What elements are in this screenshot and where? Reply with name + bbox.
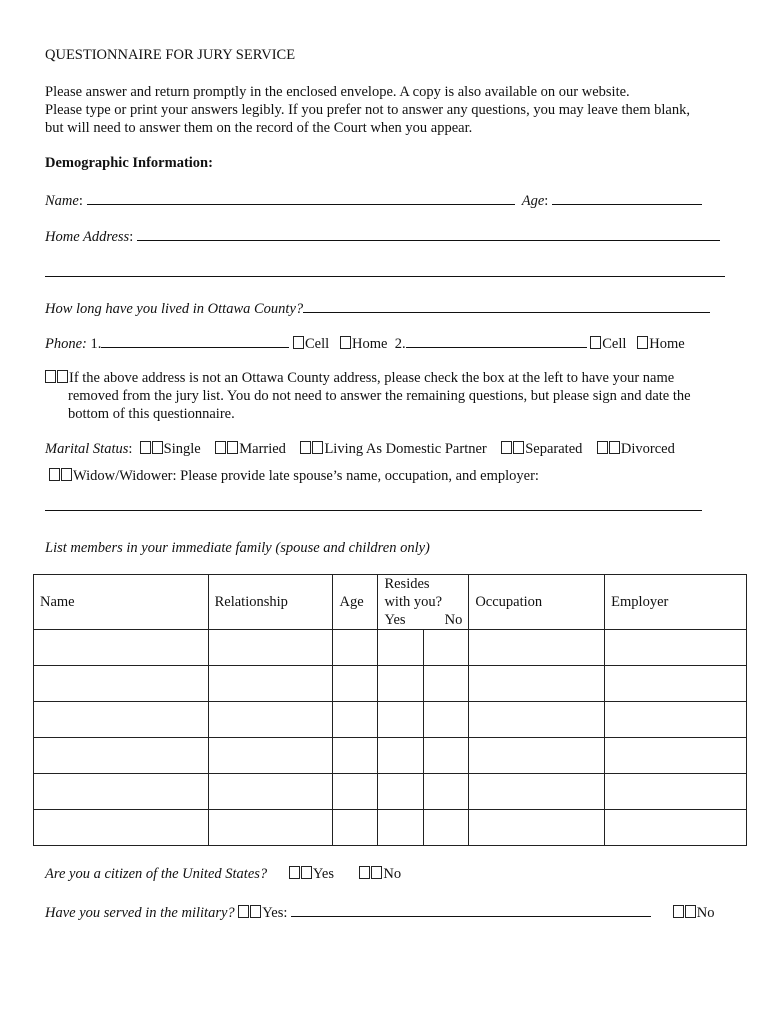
intro-line-2: Please type or print your answers legibly. If you prefer not to answer any questions, you may leave them blank, — [45, 102, 690, 118]
cell-employer[interactable] — [605, 810, 747, 846]
cell-name[interactable] — [34, 630, 209, 666]
col-name: Name — [34, 575, 209, 630]
cell-age[interactable] — [333, 738, 378, 774]
family-heading: List members in your immediate family (spouse and children only) — [45, 540, 430, 556]
divorced-checkbox[interactable] — [597, 441, 608, 454]
name-field[interactable] — [87, 190, 515, 205]
citizen-yes-checkbox-2 — [301, 866, 312, 879]
table-row — [34, 702, 747, 738]
cell-yes[interactable] — [378, 630, 424, 666]
phone2-home-checkbox[interactable] — [637, 336, 648, 349]
cell-age[interactable] — [333, 702, 378, 738]
phone1-field[interactable] — [101, 333, 289, 348]
citizen-no-checkbox[interactable] — [359, 866, 370, 879]
cell-relationship[interactable] — [208, 810, 333, 846]
cell-yes[interactable] — [378, 810, 424, 846]
age-label: Age — [521, 193, 545, 209]
phone2-home-label: Home — [649, 336, 685, 352]
divorced-checkbox-2 — [609, 441, 620, 454]
cell-occupation[interactable] — [469, 810, 605, 846]
phone-label: Phone: — [45, 336, 87, 352]
how-long-field[interactable] — [303, 298, 710, 313]
family-table — [33, 574, 747, 846]
table-row — [34, 810, 747, 846]
married-label: Married — [239, 441, 286, 457]
home-address-row: Home Address: — [45, 226, 720, 246]
cell-employer[interactable] — [605, 666, 747, 702]
phone2-cell-label: Cell — [602, 336, 627, 352]
how-long-label: How long have you lived in Ottawa County? — [45, 301, 304, 317]
col-relationship: Relationship — [208, 575, 333, 630]
cell-name[interactable] — [34, 810, 209, 846]
separated-label: Separated — [525, 441, 583, 457]
separated-checkbox-2 — [513, 441, 524, 454]
military-no-checkbox-2 — [685, 905, 696, 918]
cell-occupation[interactable] — [469, 630, 605, 666]
marital-status-row: Marital Status: Single Married Living As Domestic Partner Separated Divorced — [45, 441, 675, 457]
table-row — [34, 774, 747, 810]
col-resides-line-2: with you? — [384, 594, 443, 610]
military-no-checkbox[interactable] — [673, 905, 684, 918]
name-label: Name — [45, 193, 79, 209]
cell-relationship[interactable] — [208, 702, 333, 738]
phone-row — [45, 333, 685, 353]
cell-relationship[interactable] — [208, 666, 333, 702]
military-row — [45, 902, 715, 922]
form-title: QUESTIONNAIRE FOR JURY SERVICE — [45, 47, 296, 63]
cell-name[interactable] — [34, 666, 209, 702]
phone1-home-checkbox[interactable] — [340, 336, 351, 349]
widow-checkbox[interactable] — [49, 468, 60, 481]
col-employer: Employer — [605, 575, 747, 630]
address-note-line-1 — [45, 370, 674, 387]
divorced-label: Divorced — [620, 441, 675, 457]
cell-occupation[interactable] — [469, 702, 605, 738]
col-age: Age — [333, 575, 378, 630]
widow-row — [49, 468, 539, 485]
col-occupation: Occupation — [469, 575, 605, 630]
single-label: Single — [163, 441, 201, 457]
home-address-label: Home Address — [45, 229, 130, 245]
intro-line-3: but will need to answer them on the record of the Court when you appear. — [45, 120, 473, 136]
cell-name[interactable] — [34, 738, 209, 774]
cell-yes[interactable] — [378, 738, 424, 774]
col-resides-line-1: Resides — [384, 576, 430, 592]
phone1-cell-checkbox[interactable] — [293, 336, 304, 349]
cell-employer[interactable] — [605, 774, 747, 810]
marital-status-label: Marital Status — [45, 441, 129, 457]
domestic-partner-checkbox-2 — [312, 441, 323, 454]
address-note-line-3: bottom of this questionnaire. — [68, 406, 235, 422]
col-resides — [378, 575, 469, 630]
cell-employer[interactable] — [605, 702, 747, 738]
col-resides-yes: Yes — [384, 612, 406, 628]
military-details-field[interactable] — [291, 902, 651, 917]
domestic-partner-checkbox[interactable] — [300, 441, 311, 454]
cell-occupation[interactable] — [469, 738, 605, 774]
address-note-line-2: removed from the jury list. You do not need to answer the remaining questions, but please sign and date the — [68, 388, 691, 404]
address-note-text-1: If the above address is not an Ottawa County address, please check the box at the left to have your name — [69, 370, 675, 386]
section-heading: Demographic Information: — [45, 155, 213, 171]
citizen-no-label: No — [383, 866, 402, 882]
phone2-cell-checkbox[interactable] — [590, 336, 601, 349]
citizen-row — [45, 866, 401, 883]
table-row — [34, 630, 747, 666]
cell-age[interactable] — [333, 810, 378, 846]
cell-no[interactable] — [424, 774, 469, 810]
single-checkbox[interactable] — [140, 441, 151, 454]
home-address-field[interactable] — [137, 226, 720, 241]
military-yes-label: Yes: — [262, 905, 288, 921]
cell-name[interactable] — [34, 774, 209, 810]
not-ottawa-checkbox[interactable] — [45, 370, 56, 383]
table-row — [34, 666, 747, 702]
cell-relationship[interactable] — [208, 738, 333, 774]
how-long-row — [45, 298, 710, 318]
age-field[interactable] — [552, 190, 702, 205]
table-row — [34, 738, 747, 774]
married-checkbox[interactable] — [215, 441, 226, 454]
military-yes-checkbox-2 — [250, 905, 261, 918]
cell-no[interactable] — [424, 630, 469, 666]
separated-checkbox[interactable] — [501, 441, 512, 454]
cell-yes[interactable] — [378, 702, 424, 738]
widow-details-field[interactable] — [45, 510, 702, 511]
not-ottawa-checkbox-2 — [57, 370, 68, 383]
domestic-partner-label: Living As Domestic Partner — [324, 441, 487, 457]
family-table-header — [34, 575, 747, 630]
phone1-home-label: Home — [352, 336, 388, 352]
cell-age[interactable] — [333, 774, 378, 810]
name-age-row: Name: Age: — [45, 190, 702, 210]
cell-name[interactable] — [34, 702, 209, 738]
cell-no[interactable] — [424, 666, 469, 702]
cell-relationship[interactable] — [208, 774, 333, 810]
citizen-yes-label: Yes — [312, 866, 335, 882]
home-address-field-line-2[interactable] — [45, 276, 725, 277]
col-resides-no: No — [444, 612, 463, 628]
military-question: Have you served in the military? — [45, 905, 235, 921]
cell-yes[interactable] — [378, 666, 424, 702]
citizen-question: Are you a citizen of the United States? — [45, 866, 268, 882]
cell-occupation[interactable] — [469, 666, 605, 702]
single-checkbox-2 — [152, 441, 163, 454]
military-yes-checkbox[interactable] — [238, 905, 249, 918]
phone2-prefix: 2. — [394, 336, 406, 352]
citizen-yes-checkbox[interactable] — [289, 866, 300, 879]
cell-age[interactable] — [333, 666, 378, 702]
cell-no[interactable] — [424, 738, 469, 774]
cell-employer[interactable] — [605, 738, 747, 774]
military-no-label: No — [696, 905, 715, 921]
phone1-cell-label: Cell — [305, 336, 330, 352]
widow-checkbox-2 — [61, 468, 72, 481]
married-checkbox-2 — [227, 441, 238, 454]
phone1-prefix: 1. — [90, 336, 102, 352]
cell-yes[interactable] — [378, 774, 424, 810]
cell-no[interactable] — [424, 810, 469, 846]
citizen-no-checkbox-2 — [371, 866, 382, 879]
widow-label: Widow/Widower: Please provide late spouse’s name, occupation, and employer: — [73, 468, 539, 484]
cell-no[interactable] — [424, 702, 469, 738]
cell-occupation[interactable] — [469, 774, 605, 810]
cell-employer[interactable] — [605, 630, 747, 666]
intro-line-1: Please answer and return promptly in the enclosed envelope. A copy is also available on our website. — [45, 84, 630, 100]
cell-relationship[interactable] — [208, 630, 333, 666]
phone2-field[interactable] — [406, 333, 587, 348]
cell-age[interactable] — [333, 630, 378, 666]
